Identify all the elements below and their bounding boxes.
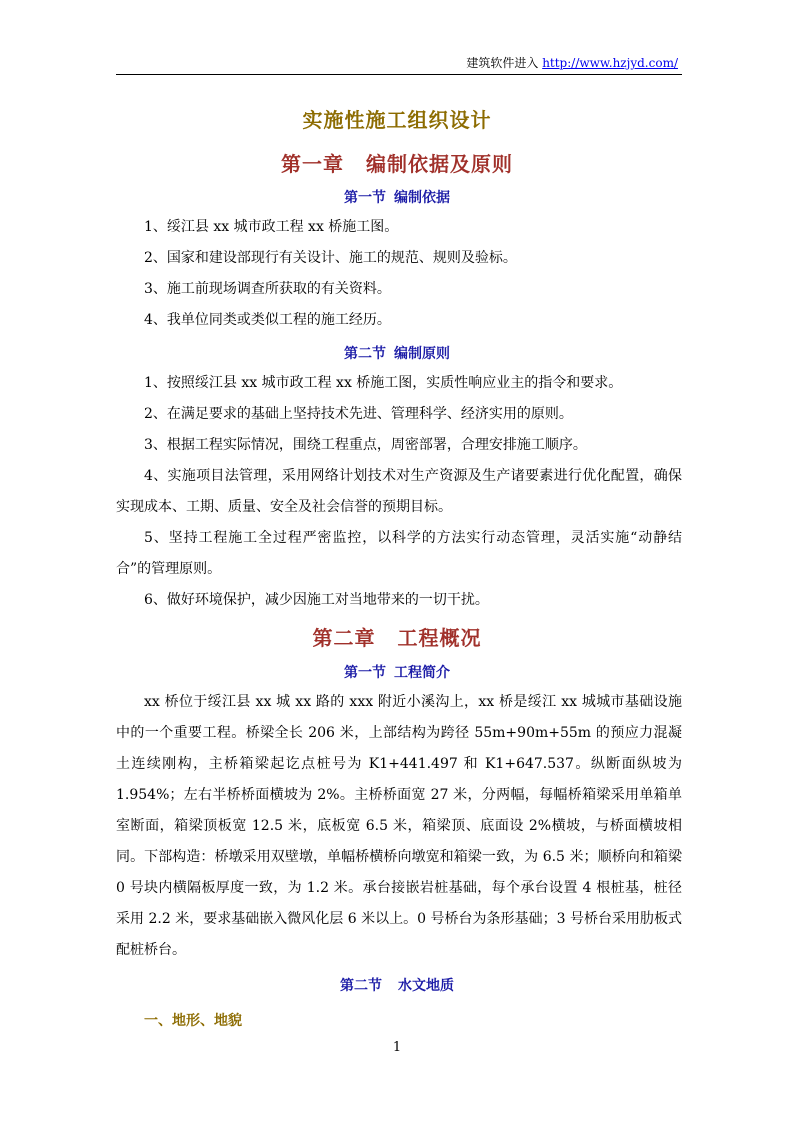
section-title: 工程简介 (394, 665, 450, 681)
list-item: 5、坚持工程施工全过程严密监控，以科学的方法实行动态管理，灵活实施“动静结合”的管理原则。 (116, 530, 682, 577)
chapter-1-section-1-heading (0, 187, 794, 207)
chapter-2-title: 工程概况 (397, 626, 482, 650)
section-title: 编制原则 (394, 346, 450, 362)
principles-list (116, 368, 682, 616)
section-number: 第一节 (344, 190, 386, 206)
list-item: 2、国家和建设部现行有关设计、施工的规范、规则及验标。 (144, 250, 517, 266)
list-item: 4、实施项目法管理，采用网络计划技术对生产资源及生产诸要素进行优化配置，确保实现成本、工期、质量、安全及社会信誉的预期目标。 (116, 468, 682, 515)
list-item: 2、在满足要求的基础上坚持技术先进、管理科学、经济实用的原则。 (144, 406, 573, 422)
section-title: 编制依据 (394, 190, 450, 206)
chapter-1-number: 第一章 (281, 152, 344, 176)
section-number: 第一节 (344, 665, 386, 681)
list-item: 1、按照绥江县 xx 城市政工程 xx 桥施工图，实质性响应业主的指令和要求。 (144, 375, 623, 391)
header-label: 建筑软件进入 (466, 56, 539, 70)
page-number: 1 (392, 1040, 402, 1055)
page-header (466, 54, 678, 71)
chapter-2-heading (0, 622, 794, 651)
chapter-2-section-2-heading (0, 975, 794, 995)
list-item: 4、我单位同类或类似工程的施工经历。 (144, 312, 391, 328)
list-item: 6、做好环境保护，减少因施工对当地带来的一切干扰。 (144, 592, 489, 608)
chapter-2-section-1-heading (0, 662, 794, 682)
chapter-1-section-2-heading (0, 343, 794, 363)
project-overview-paragraph: xx 桥位于绥江县 xx 城 xx 路的 xxx 附近小溪沟上，xx 桥是绥江 xx 城城市基础设施中的一个重要工程。桥梁全长 206 米，上部结构为跨径 55m+90m+55m 的预应力混凝土连续刚构，主桥箱梁起讫点桩号为 K1+441.497 和 K1+647.537。纵断面纵坡为 1.954%；左右半桥桥面横坡为 2%。主桥桥面宽 27 米，分两幅，每幅桥箱梁采用单箱单室断面，箱梁顶板宽 12.5 米，底板宽 6.5 米，箱梁顶、底面设 2%横坡，与桥面横坡相同。下部构造：桥墩采用双壁墩，单幅桥横桥向墩宽和箱梁一致，为 6.5 米；顺桥向和箱梁 0 号块内横隔板厚度一致，为 1.2 米。承台接嵌岩桩基础，每个承台设置 4 根桩基，桩径采用 2.2 米，要求基础嵌入微风化层 6 米以上。0 号桥台为条形基础；3 号桥台采用肋板式配桩桥台。 (116, 694, 682, 958)
list-item: 3、施工前现场调查所获取的有关资料。 (144, 281, 391, 297)
chapter-1-title: 编制依据及原则 (366, 152, 513, 176)
list-item: 3、根据工程实际情况，围绕工程重点，周密部署，合理安排施工顺序。 (144, 437, 587, 453)
list-item: 1、绥江县 xx 城市政工程 xx 桥施工图。 (144, 219, 399, 235)
section-number: 第二节 (344, 346, 386, 362)
header-rule (116, 74, 682, 75)
document-title: 实施性施工组织设计 (302, 108, 492, 132)
chapter-2-number: 第二章 (312, 626, 376, 650)
terrain-subheading: 一、地形、地貌 (144, 1013, 242, 1029)
basis-list (116, 212, 682, 336)
header-link[interactable]: http://www.hzjyd.com/ (542, 56, 678, 70)
section-number: 第二节 (340, 978, 382, 994)
section-title: 水文地质 (398, 978, 454, 994)
chapter-1-heading (0, 148, 794, 177)
